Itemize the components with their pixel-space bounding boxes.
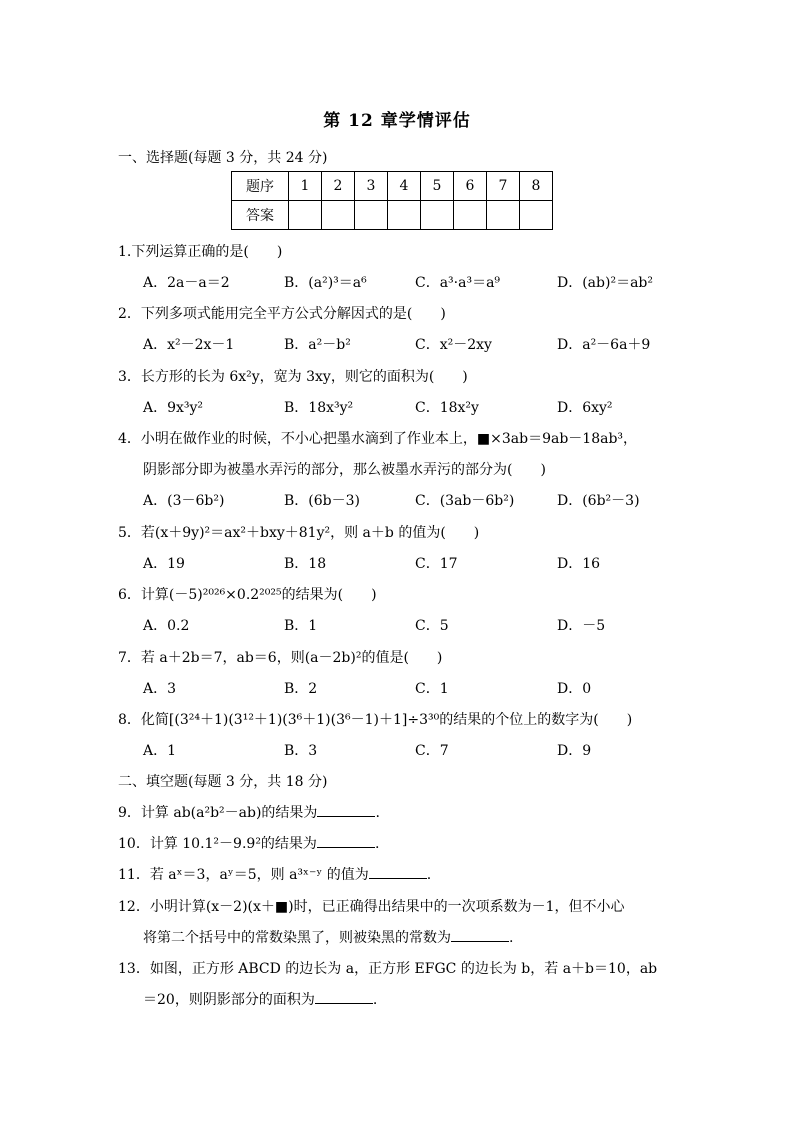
- page-title: 第 12 章学情评估: [323, 111, 471, 131]
- question-13-line1: 13．如图，正方形 ABCD 的边长为 a，正方形 EFGC 的边长为 b，若 a＋b＝10，ab: [118, 961, 658, 977]
- option-a: A．2a－a＝2: [143, 275, 230, 291]
- question-4-stem: 4．小明在做作业的时候，不小心把墨水滴到了作业本上，■×3ab＝9ab－18ab³，: [118, 431, 638, 447]
- option-d: D．9: [557, 743, 592, 759]
- answer-cell[interactable]: [421, 201, 454, 230]
- option-d: D．(ab)²＝ab²: [557, 275, 653, 291]
- option-a: A．0.2: [143, 618, 190, 634]
- question-2-stem: 2．下列多项式能用完全平方公式分解因式的是( ): [118, 306, 446, 322]
- option-b: B．2: [284, 681, 318, 697]
- section-choice-heading: 一、选择题(每题 3 分，共 24 分): [118, 150, 328, 166]
- answer-table-number: 5: [421, 172, 454, 201]
- answer-table-number: 3: [355, 172, 388, 201]
- option-a: A．(3－6b²): [143, 493, 225, 509]
- option-a: A．19: [143, 556, 185, 572]
- question-5-stem: 5．若(x＋9y)²＝ax²＋bxy＋81y²，则 a＋b 的值为( ): [118, 525, 480, 541]
- option-c: C．(3ab－6b²): [415, 493, 515, 509]
- option-d: D．6xy²: [557, 400, 613, 416]
- option-a: A．1: [143, 743, 177, 759]
- question-8-options: [143, 740, 683, 760]
- answer-table-label: 答案: [232, 201, 289, 230]
- question-3-stem: 3．长方形的长为 6x²y，宽为 3xy，则它的面积为( ): [118, 369, 468, 385]
- question-13-text: ＝20，则阴影部分的面积为: [143, 992, 315, 1008]
- answer-blank[interactable]: [369, 866, 427, 879]
- question-11-period: .: [426, 867, 432, 883]
- answer-cell[interactable]: [355, 201, 388, 230]
- answer-blank[interactable]: [315, 991, 373, 1004]
- question-13-period: .: [372, 992, 378, 1008]
- option-b: B．18x³y²: [284, 400, 354, 416]
- answer-cell[interactable]: [520, 201, 553, 230]
- question-8-stem: 8．化简[(3²⁴＋1)(3¹²＋1)(3⁶＋1)(3⁶－1)＋1]÷3³⁰的结果的个位上的数字为( ): [118, 712, 633, 728]
- answer-table-number: 4: [388, 172, 421, 201]
- answer-table-number: 1: [289, 172, 322, 201]
- section-fill-heading: 二、填空题(每题 3 分，共 18 分): [118, 774, 328, 790]
- answer-table-number: 6: [454, 172, 487, 201]
- question-10-text: 10．计算 10.1²－9.9²的结果为: [118, 836, 317, 852]
- question-10-period: .: [374, 836, 380, 852]
- option-a: A．x²－2x－1: [143, 337, 235, 353]
- option-c: C．x²－2xy: [415, 337, 492, 353]
- question-3-options: [143, 397, 683, 417]
- question-12-period: .: [509, 930, 514, 946]
- question-12-line2: [143, 927, 513, 947]
- question-11-text: 11．若 aˣ＝3，aʸ＝5，则 a³ˣ⁻ʸ 的值为: [118, 867, 369, 883]
- answer-table-number-row: [232, 172, 553, 201]
- option-c: C．1: [415, 681, 449, 697]
- option-d: D．(6b²－3): [557, 493, 640, 509]
- question-5-options: [143, 553, 683, 573]
- option-a: A．9x³y²: [143, 400, 204, 416]
- option-b: B．3: [284, 743, 318, 759]
- question-9-period: .: [375, 805, 380, 821]
- option-c: C．17: [415, 556, 458, 572]
- option-c: C．5: [415, 618, 449, 634]
- answer-cell[interactable]: [322, 201, 355, 230]
- option-b: B．1: [284, 618, 318, 634]
- question-10: [118, 833, 379, 853]
- question-9-text: 9．计算 ab(a²b²－ab)的结果为: [118, 805, 318, 821]
- option-d: D．－5: [557, 618, 606, 634]
- answer-cell[interactable]: [289, 201, 322, 230]
- option-b: B．(6b－3): [284, 493, 360, 509]
- question-4-options: [143, 490, 683, 510]
- question-12-text: 将第二个括号中的常数染黑了，则被染黑的常数为: [143, 930, 451, 946]
- answer-blank[interactable]: [317, 804, 375, 817]
- question-4-stem-continued: 阴影部分即为被墨水弄污的部分，那么被墨水弄污的部分为( ): [143, 462, 546, 478]
- option-d: D．a²－6a＋9: [557, 337, 651, 353]
- option-b: B．(a²)³＝a⁶: [284, 275, 367, 291]
- answer-table-number: 2: [322, 172, 355, 201]
- answer-blank[interactable]: [317, 835, 375, 848]
- option-d: D．0: [557, 681, 592, 697]
- answer-table-label: 题序: [232, 172, 289, 201]
- answer-table-number: 7: [487, 172, 520, 201]
- option-a: A．3: [143, 681, 177, 697]
- question-11: [118, 864, 431, 884]
- answer-table: [231, 171, 553, 230]
- option-c: C．7: [415, 743, 449, 759]
- question-7-options: [143, 678, 683, 698]
- question-2-options: [143, 334, 683, 354]
- question-6-stem: 6．计算(－5)²⁰²⁶×0.2²⁰²⁵的结果为( ): [118, 587, 377, 603]
- option-b: B．18: [284, 556, 327, 572]
- question-7-stem: 7．若 a＋2b＝7，ab＝6，则(a－2b)²的值是( ): [118, 650, 443, 666]
- answer-table-answer-row: [232, 201, 553, 230]
- question-1-stem: 1.下列运算正确的是( ): [118, 244, 283, 260]
- question-9: [118, 802, 380, 822]
- option-b: B．a²－b²: [284, 337, 351, 353]
- answer-blank[interactable]: [451, 929, 509, 942]
- question-12-line1: 12．小明计算(x－2)(x＋■)时，已正确得出结果中的一次项系数为－1，但不小心: [118, 899, 625, 915]
- option-d: D．16: [557, 556, 601, 572]
- answer-cell[interactable]: [388, 201, 421, 230]
- question-13-line2: [143, 989, 377, 1009]
- question-6-options: [143, 615, 683, 635]
- answer-table-number: 8: [520, 172, 553, 201]
- option-c: C．a³·a³＝a⁹: [415, 275, 501, 291]
- answer-cell[interactable]: [487, 201, 520, 230]
- option-c: C．18x²y: [415, 400, 479, 416]
- question-1-options: [143, 272, 683, 292]
- answer-cell[interactable]: [454, 201, 487, 230]
